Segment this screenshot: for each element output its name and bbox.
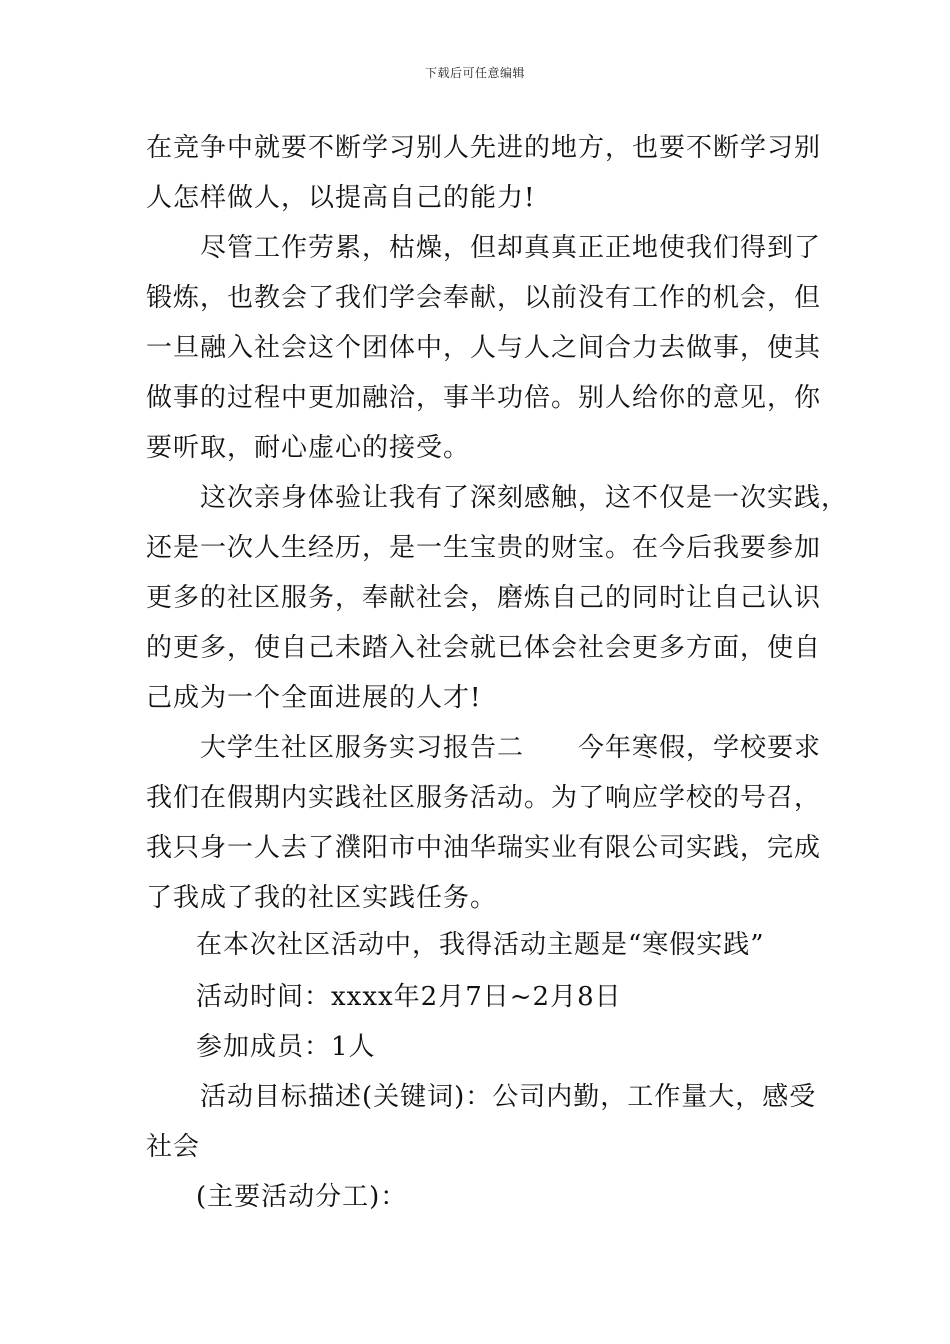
text-line: 了我成了我的社区实践任务。 [146,883,498,913]
text-line: 活动目标描述(关键词)：公司内勤，工作量大，感受 [200,1082,817,1112]
text-line: 己成为一个全面进展的人才! [146,683,482,713]
text-line: 这次亲身体验让我有了深刻感触，这不仅是一次实践， [200,483,849,513]
text-line: 要听取，耐心虚心的接受。 [146,433,471,463]
text-line: 的更多，使自己未踏入社会就已体会社会更多方面，使自 [146,633,822,663]
text-line: (主要活动分工)： [196,1182,408,1212]
text-line: 我们在假期内实践社区服务活动。为了响应学校的号召， [146,783,822,813]
text-line: 活动时间：xxxx年2月7日~2月8日 [196,982,622,1012]
text-line: 在本次社区活动中，我得活动主题是“寒假实践” [196,930,765,960]
text-line: 人怎样做人，以提高自己的能力! [146,183,536,213]
text-line: 还是一次人生经历，是一生宝贵的财宝。在今后我要参加 [146,533,822,563]
text-line: 在竞争中就要不断学习别人先进的地方，也要不断学习别 [146,133,822,163]
text-line: 做事的过程中更加融洽，事半功倍。别人给你的意见，你 [146,383,822,413]
text-line: 锻炼，也教会了我们学会奉献，以前没有工作的机会，但 [146,283,822,313]
page-header: 下载后可任意编辑 [424,66,525,80]
text-line: 一旦融入社会这个团体中，人与人之间合力去做事，使其 [146,333,822,363]
text-line: 社会 [146,1132,201,1162]
text-line: 尽管工作劳累，枯燥，但却真真正正地使我们得到了 [200,233,822,263]
text-line: 参加成员：1人 [196,1032,376,1062]
text-line: 大学生社区服务实习报告二 今年寒假，学校要求 [200,733,822,763]
text-line: 更多的社区服务，奉献社会，磨炼自己的同时让自己认识 [146,583,822,613]
text-line: 我只身一人去了濮阳市中油华瑞实业有限公司实践，完成 [146,833,822,863]
